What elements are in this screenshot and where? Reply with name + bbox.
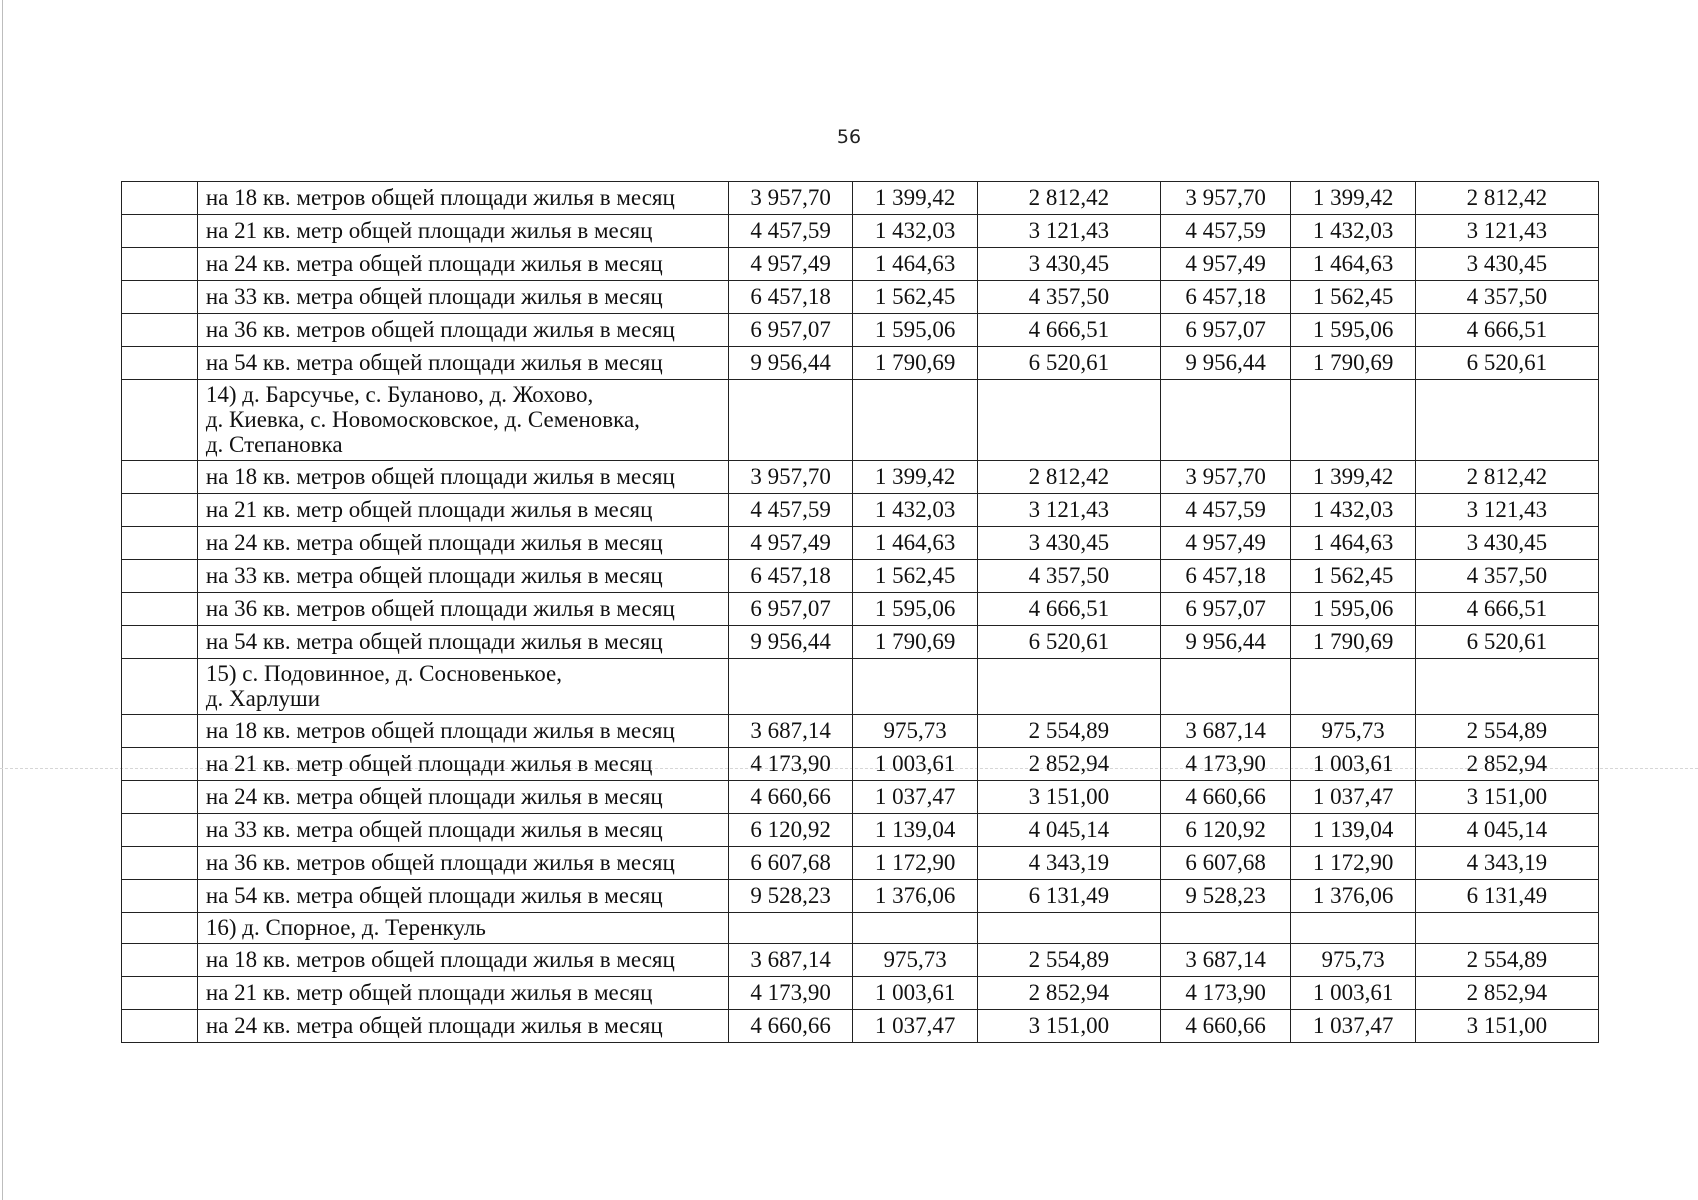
area-norm-label: на 54 кв. метра общей площади жилья в месяц [197, 880, 728, 913]
tariff-value-cell: 1 790,69 [853, 626, 977, 659]
tariff-value-cell: 3 430,45 [977, 527, 1160, 560]
tariff-value-cell: 6 457,18 [1160, 281, 1291, 314]
table-row [122, 527, 1599, 560]
settlement-group-row [122, 913, 1599, 944]
row-index-cell [122, 977, 198, 1010]
empty-value-cell [977, 659, 1160, 715]
row-index-cell [122, 1010, 198, 1043]
empty-value-cell [1415, 380, 1598, 461]
tariff-value-cell: 1 172,90 [853, 847, 977, 880]
tariff-value-cell: 4 357,50 [1415, 560, 1598, 593]
tariff-value-cell: 1 464,63 [853, 527, 977, 560]
area-norm-label: на 21 кв. метр общей площади жилья в месяц [197, 748, 728, 781]
tariff-value-cell: 9 956,44 [728, 626, 852, 659]
table-row [122, 781, 1599, 814]
tariff-value-cell: 1 790,69 [853, 347, 977, 380]
tariff-value-cell: 3 121,43 [977, 494, 1160, 527]
settlement-group-line: д. Харлуши [205, 686, 321, 711]
tariff-value-cell: 6 520,61 [1415, 347, 1598, 380]
empty-value-cell [853, 913, 977, 944]
area-norm-label: на 24 кв. метра общей площади жилья в месяц [197, 1010, 728, 1043]
tariff-value-cell: 1 003,61 [853, 977, 977, 1010]
table-row [122, 215, 1599, 248]
settlement-group-line: д. Киевка, с. Новомосковское, д. Семеновка, [205, 407, 640, 432]
tariff-value-cell: 1 562,45 [853, 281, 977, 314]
tariff-value-cell: 6 120,92 [728, 814, 852, 847]
row-index-cell [122, 494, 198, 527]
tariff-value-cell: 1 139,04 [1291, 814, 1415, 847]
area-norm-label: на 18 кв. метров общей площади жилья в месяц [197, 182, 728, 215]
tariff-value-cell: 4 457,59 [728, 215, 852, 248]
tariff-value-cell: 3 121,43 [1415, 215, 1598, 248]
tariff-value-cell: 3 121,43 [1415, 494, 1598, 527]
area-norm-label: на 24 кв. метра общей площади жилья в месяц [197, 781, 728, 814]
tariff-value-cell: 1 003,61 [1291, 748, 1415, 781]
tariff-value-cell: 4 457,59 [1160, 215, 1291, 248]
tariff-value-cell: 1 595,06 [853, 593, 977, 626]
tariff-value-cell: 4 173,90 [1160, 977, 1291, 1010]
row-index-cell [122, 659, 198, 715]
tariff-value-cell: 975,73 [1291, 715, 1415, 748]
tariff-value-cell: 6 520,61 [1415, 626, 1598, 659]
tariff-value-cell: 1 139,04 [853, 814, 977, 847]
row-index-cell [122, 715, 198, 748]
tariff-value-cell: 1 399,42 [1291, 182, 1415, 215]
tariff-value-cell: 2 554,89 [977, 944, 1160, 977]
tariff-value-cell: 1 376,06 [853, 880, 977, 913]
tariff-value-cell: 1 790,69 [1291, 347, 1415, 380]
area-norm-label: на 21 кв. метр общей площади жилья в месяц [197, 215, 728, 248]
tariff-value-cell: 1 399,42 [1291, 461, 1415, 494]
tariff-value-cell: 3 957,70 [728, 461, 852, 494]
area-norm-label: на 33 кв. метра общей площади жилья в месяц [197, 560, 728, 593]
tariff-value-cell: 4 957,49 [1160, 248, 1291, 281]
area-norm-label: на 18 кв. метров общей площади жилья в месяц [197, 461, 728, 494]
tariff-value-cell: 4 457,59 [1160, 494, 1291, 527]
tariff-value-cell: 4 357,50 [977, 560, 1160, 593]
area-norm-label: на 24 кв. метра общей площади жилья в месяц [197, 527, 728, 560]
tariff-value-cell: 6 957,07 [728, 593, 852, 626]
tariff-value-cell: 1 562,45 [853, 560, 977, 593]
empty-value-cell [853, 659, 977, 715]
tariff-value-cell: 4 957,49 [728, 248, 852, 281]
table-row [122, 715, 1599, 748]
settlement-group-row [122, 380, 1599, 461]
tariff-value-cell: 1 399,42 [853, 182, 977, 215]
tariff-value-cell: 2 554,89 [1415, 944, 1598, 977]
tariff-value-cell: 4 660,66 [728, 1010, 852, 1043]
tariff-value-cell: 6 520,61 [977, 626, 1160, 659]
empty-value-cell [1415, 659, 1598, 715]
tariff-value-cell: 1 464,63 [1291, 527, 1415, 560]
tariff-value-cell: 3 430,45 [1415, 527, 1598, 560]
settlement-group-row [122, 659, 1599, 715]
area-norm-label: на 21 кв. метр общей площади жилья в месяц [197, 977, 728, 1010]
table-row [122, 593, 1599, 626]
tariff-value-cell: 3 957,70 [728, 182, 852, 215]
tariff-value-cell: 4 045,14 [977, 814, 1160, 847]
area-norm-label: на 18 кв. метров общей площади жилья в месяц [197, 715, 728, 748]
tariff-value-cell: 2 852,94 [1415, 748, 1598, 781]
tariff-value-cell: 6 457,18 [1160, 560, 1291, 593]
empty-value-cell [728, 659, 852, 715]
tariff-value-cell: 1 464,63 [1291, 248, 1415, 281]
tariff-value-cell: 1 790,69 [1291, 626, 1415, 659]
tariff-value-cell: 3 121,43 [977, 215, 1160, 248]
table-row [122, 880, 1599, 913]
area-norm-label: на 36 кв. метров общей площади жилья в месяц [197, 314, 728, 347]
empty-value-cell [1291, 380, 1415, 461]
tariff-value-cell: 9 528,23 [728, 880, 852, 913]
tariff-value-cell: 3 687,14 [1160, 715, 1291, 748]
tariff-value-cell: 1 595,06 [1291, 593, 1415, 626]
table-row [122, 494, 1599, 527]
tariff-value-cell: 3 151,00 [1415, 1010, 1598, 1043]
tariff-value-cell: 3 957,70 [1160, 182, 1291, 215]
table-row [122, 814, 1599, 847]
area-norm-label: на 54 кв. метра общей площади жилья в месяц [197, 626, 728, 659]
tariff-value-cell: 6 607,68 [728, 847, 852, 880]
tariff-value-cell: 9 956,44 [728, 347, 852, 380]
table-row [122, 847, 1599, 880]
settlement-group-line: 15) с. Подовинное, д. Сосновенькое, [205, 661, 563, 686]
tariff-value-cell: 9 956,44 [1160, 347, 1291, 380]
table-row [122, 977, 1599, 1010]
settlement-group-line: 14) д. Барсучье, с. Буланово, д. Жохово, [205, 382, 594, 407]
row-index-cell [122, 314, 198, 347]
page-number: 56 [836, 126, 862, 148]
tariff-value-cell: 4 173,90 [728, 977, 852, 1010]
scan-edge-line [2, 0, 3, 1200]
tariff-value-cell: 1 562,45 [1291, 281, 1415, 314]
tariff-value-cell: 1 037,47 [1291, 781, 1415, 814]
row-index-cell [122, 461, 198, 494]
tariff-value-cell: 1 432,03 [1291, 215, 1415, 248]
area-norm-label: на 33 кв. метра общей площади жилья в месяц [197, 281, 728, 314]
row-index-cell [122, 281, 198, 314]
row-index-cell [122, 847, 198, 880]
tariff-value-cell: 6 131,49 [1415, 880, 1598, 913]
row-index-cell [122, 626, 198, 659]
tariff-value-cell: 4 660,66 [1160, 1010, 1291, 1043]
tariff-value-cell: 6 120,92 [1160, 814, 1291, 847]
tariff-value-cell: 2 812,42 [1415, 182, 1598, 215]
table-row [122, 748, 1599, 781]
area-norm-label: на 18 кв. метров общей площади жилья в месяц [197, 944, 728, 977]
tariff-value-cell: 4 045,14 [1415, 814, 1598, 847]
tariff-value-cell: 1 595,06 [853, 314, 977, 347]
tariff-value-cell: 3 687,14 [728, 715, 852, 748]
tariff-value-cell: 4 343,19 [977, 847, 1160, 880]
empty-value-cell [1160, 913, 1291, 944]
tariff-value-cell: 2 812,42 [977, 461, 1160, 494]
area-norm-label: на 36 кв. метров общей площади жилья в месяц [197, 593, 728, 626]
tariff-value-cell: 1 037,47 [853, 781, 977, 814]
row-index-cell [122, 814, 198, 847]
table-row [122, 314, 1599, 347]
table-row [122, 626, 1599, 659]
tariff-value-cell: 2 812,42 [1415, 461, 1598, 494]
row-index-cell [122, 913, 198, 944]
tariff-value-cell: 3 687,14 [1160, 944, 1291, 977]
row-index-cell [122, 380, 198, 461]
tariff-value-cell: 4 173,90 [1160, 748, 1291, 781]
tariff-value-cell: 9 528,23 [1160, 880, 1291, 913]
tariff-value-cell: 2 852,94 [1415, 977, 1598, 1010]
tariff-value-cell: 1 432,03 [853, 215, 977, 248]
tariff-value-cell: 9 956,44 [1160, 626, 1291, 659]
empty-value-cell [977, 380, 1160, 461]
tariff-value-cell: 6 957,07 [1160, 593, 1291, 626]
tariff-value-cell: 975,73 [853, 944, 977, 977]
row-index-cell [122, 347, 198, 380]
tariff-value-cell: 4 666,51 [977, 314, 1160, 347]
row-index-cell [122, 944, 198, 977]
tariff-value-cell: 1 464,63 [853, 248, 977, 281]
tariff-value-cell: 3 151,00 [1415, 781, 1598, 814]
tariff-value-cell: 4 666,51 [1415, 593, 1598, 626]
empty-value-cell [728, 380, 852, 461]
tariff-value-cell: 1 562,45 [1291, 560, 1415, 593]
tariff-value-cell: 6 131,49 [977, 880, 1160, 913]
area-norm-label: на 36 кв. метров общей площади жилья в месяц [197, 847, 728, 880]
empty-value-cell [977, 913, 1160, 944]
row-index-cell [122, 527, 198, 560]
tariff-value-cell: 1 432,03 [1291, 494, 1415, 527]
table-row [122, 281, 1599, 314]
tariff-value-cell: 2 812,42 [977, 182, 1160, 215]
tariff-value-cell: 6 457,18 [728, 560, 852, 593]
tariff-value-cell: 1 432,03 [853, 494, 977, 527]
row-index-cell [122, 182, 198, 215]
empty-value-cell [853, 380, 977, 461]
tariff-value-cell: 1 172,90 [1291, 847, 1415, 880]
tariff-value-cell: 1 037,47 [1291, 1010, 1415, 1043]
empty-value-cell [1415, 913, 1598, 944]
settlement-group-line: д. Степановка [205, 432, 343, 457]
tariff-value-cell: 1 595,06 [1291, 314, 1415, 347]
tariff-value-cell: 4 343,19 [1415, 847, 1598, 880]
tariff-value-cell: 975,73 [853, 715, 977, 748]
table-row [122, 248, 1599, 281]
tariff-value-cell: 4 666,51 [977, 593, 1160, 626]
tariff-table-body [122, 182, 1599, 1043]
tariff-value-cell: 4 357,50 [1415, 281, 1598, 314]
table-row [122, 347, 1599, 380]
tariff-value-cell: 1 399,42 [853, 461, 977, 494]
row-index-cell [122, 748, 198, 781]
tariff-value-cell: 6 957,07 [1160, 314, 1291, 347]
tariff-value-cell: 6 520,61 [977, 347, 1160, 380]
tariff-value-cell: 4 957,49 [728, 527, 852, 560]
tariff-value-cell: 4 457,59 [728, 494, 852, 527]
tariff-value-cell: 975,73 [1291, 944, 1415, 977]
empty-value-cell [728, 913, 852, 944]
settlement-group-cell [197, 380, 728, 461]
tariff-value-cell: 3 151,00 [977, 781, 1160, 814]
row-index-cell [122, 593, 198, 626]
row-index-cell [122, 560, 198, 593]
table-row [122, 560, 1599, 593]
table-row [122, 182, 1599, 215]
tariff-value-cell: 4 666,51 [1415, 314, 1598, 347]
tariff-value-cell: 3 430,45 [977, 248, 1160, 281]
empty-value-cell [1160, 659, 1291, 715]
empty-value-cell [1160, 380, 1291, 461]
tariff-value-cell: 4 173,90 [728, 748, 852, 781]
tariff-value-cell: 1 003,61 [1291, 977, 1415, 1010]
tariff-value-cell: 4 957,49 [1160, 527, 1291, 560]
row-index-cell [122, 880, 198, 913]
tariff-table [121, 181, 1599, 1043]
tariff-value-cell: 6 607,68 [1160, 847, 1291, 880]
table-row [122, 1010, 1599, 1043]
row-index-cell [122, 215, 198, 248]
tariff-value-cell: 2 852,94 [977, 748, 1160, 781]
tariff-value-cell: 3 151,00 [977, 1010, 1160, 1043]
tariff-value-cell: 4 660,66 [728, 781, 852, 814]
tariff-value-cell: 1 003,61 [853, 748, 977, 781]
tariff-value-cell: 4 357,50 [977, 281, 1160, 314]
table-row [122, 461, 1599, 494]
tariff-value-cell: 1 376,06 [1291, 880, 1415, 913]
settlement-group-cell [197, 659, 728, 715]
tariff-value-cell: 2 852,94 [977, 977, 1160, 1010]
row-index-cell [122, 781, 198, 814]
settlement-group-cell [197, 913, 728, 944]
tariff-value-cell: 4 660,66 [1160, 781, 1291, 814]
empty-value-cell [1291, 913, 1415, 944]
settlement-group-line: 16) д. Спорное, д. Теренкуль [205, 915, 486, 940]
area-norm-label: на 24 кв. метра общей площади жилья в месяц [197, 248, 728, 281]
tariff-value-cell: 6 957,07 [728, 314, 852, 347]
tariff-value-cell: 3 957,70 [1160, 461, 1291, 494]
tariff-value-cell: 2 554,89 [1415, 715, 1598, 748]
area-norm-label: на 33 кв. метра общей площади жилья в месяц [197, 814, 728, 847]
area-norm-label: на 54 кв. метра общей площади жилья в месяц [197, 347, 728, 380]
table-row [122, 944, 1599, 977]
tariff-value-cell: 1 037,47 [853, 1010, 977, 1043]
tariff-value-cell: 2 554,89 [977, 715, 1160, 748]
empty-value-cell [1291, 659, 1415, 715]
tariff-value-cell: 3 687,14 [728, 944, 852, 977]
tariff-value-cell: 3 430,45 [1415, 248, 1598, 281]
tariff-value-cell: 6 457,18 [728, 281, 852, 314]
area-norm-label: на 21 кв. метр общей площади жилья в месяц [197, 494, 728, 527]
row-index-cell [122, 248, 198, 281]
